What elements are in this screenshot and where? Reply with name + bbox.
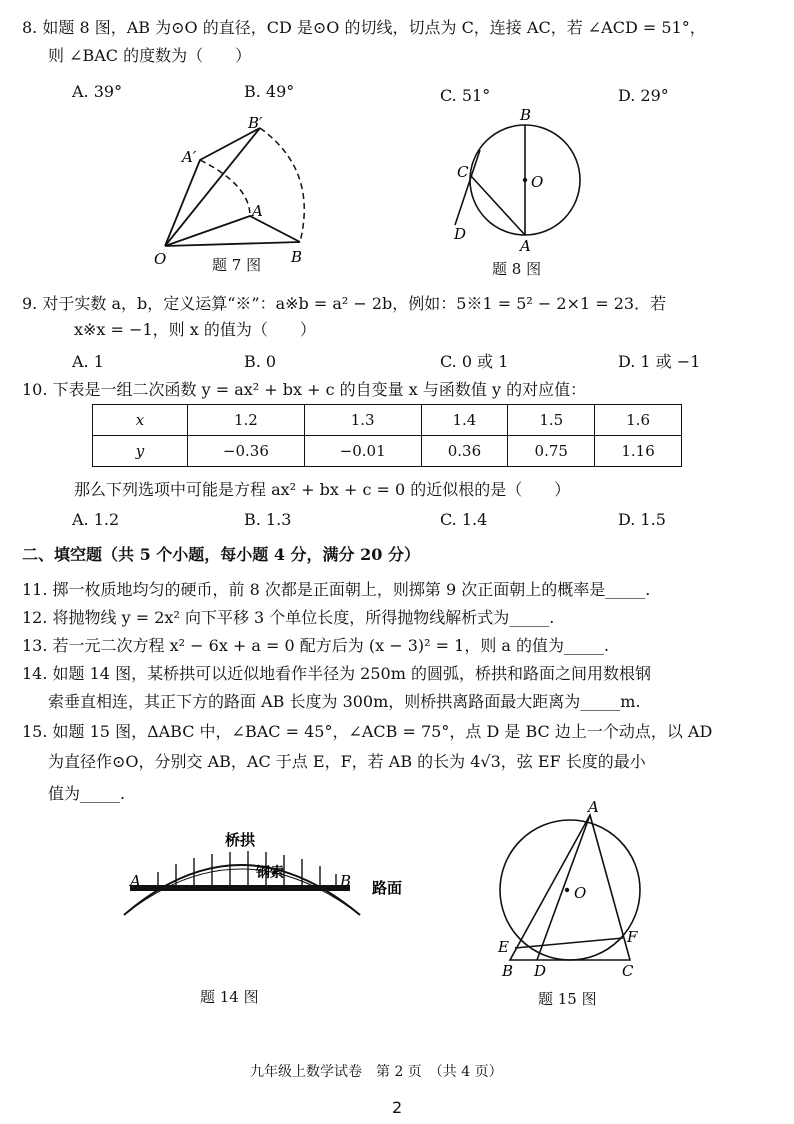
figure-15	[490, 798, 660, 983]
fig8-label-o: O	[531, 173, 544, 191]
fig7-label-b: B	[291, 248, 303, 266]
q14-stem-line1: 14. 如题 14 图，某桥拱可以近似地看作半径为 250m 的圆弧，桥拱和路面之间用数根钢	[22, 664, 651, 683]
q9-option-b: B. 0	[244, 352, 277, 371]
fig15-label-a: A	[588, 798, 599, 816]
q9-stem-line2: x※x = −1，则 x 的值为（ ）	[74, 320, 316, 339]
fig14-label-road: 路面	[372, 879, 403, 897]
table-cell: 1.3	[304, 405, 421, 436]
fig14-label-arch: 桥拱	[225, 831, 256, 849]
q15-stem-line1: 15. 如题 15 图，ΔABC 中，∠BAC = 45°，∠ACB = 75°，点 D 是 BC 边上一个动点，以 AD	[22, 722, 713, 741]
table-header-x: x	[93, 405, 188, 436]
fig8-label-c: C	[457, 163, 469, 181]
fig14-caption: 题 14 图	[200, 988, 259, 1006]
table-cell: 1.6	[595, 405, 682, 436]
q10-option-d: D. 1.5	[618, 510, 666, 529]
fig8-label-b: B	[520, 106, 532, 124]
q15-stem-line3: 值为_____.	[48, 784, 126, 803]
q8-option-d: D. 29°	[618, 86, 669, 105]
fig8-label-d: D	[454, 225, 467, 243]
q8-option-b: B. 49°	[244, 82, 295, 101]
page-footer: 九年级上数学试卷 第 2 页 （共 4 页）	[250, 1064, 503, 1080]
q14-stem-line2: 索垂直相连，其正下方的路面 AB 长度为 300m，则桥拱离路面最大距离为_____m.	[48, 692, 641, 711]
q9-stem-line1: 9. 对于实数 a，b，定义运算“※”：a※b = a² − 2b，例如：5※1 = 5² − 2×1 = 23．若	[22, 294, 667, 313]
table-cell: −0.36	[188, 436, 305, 467]
table-cell: 1.4	[421, 405, 508, 436]
q10-option-b: B. 1.3	[244, 510, 292, 529]
table-cell: −0.01	[304, 436, 421, 467]
q10-stem-line1: 10. 下表是一组二次函数 y = ax² + bx + c 的自变量 x 与函数值 y 的对应值：	[22, 380, 587, 399]
q9-option-d: D. 1 或 −1	[618, 352, 701, 371]
q15-stem-line2: 为直径作⊙O，分别交 AB，AC 于点 E，F，若 AB 的长为 4√3，弦 EF 长度的最小	[48, 752, 646, 771]
table-row	[93, 405, 682, 436]
q10-option-a: A. 1.2	[72, 510, 120, 529]
table-cell: 1.5	[508, 405, 595, 436]
q10-stem-line2: 那么下列选项中可能是方程 ax² + bx + c = 0 的近似根的是（ ）	[74, 480, 571, 499]
fig14-label-b: B	[340, 872, 352, 890]
figure-7	[140, 110, 330, 275]
fig8-caption: 题 8 图	[492, 260, 542, 278]
fig14-label-cable: 钢索	[256, 865, 284, 881]
q8-stem-line2: 则 ∠BAC 的度数为（ ）	[48, 46, 252, 65]
q9-option-a: A. 1	[72, 352, 104, 371]
q11-stem: 11. 掷一枚质地均匀的硬币，前 8 次都是正面朝上，则掷第 9 次正面朝上的概率是_____.	[22, 580, 651, 599]
fig15-label-e: E	[498, 938, 509, 956]
fig15-caption: 题 15 图	[538, 990, 597, 1008]
fig15-label-d: D	[534, 962, 547, 980]
q8-stem-line1: 8. 如题 8 图，AB 为⊙O 的直径，CD 是⊙O 的切线，切点为 C，连接 AC，若 ∠ACD = 51°，	[22, 18, 706, 37]
fig8-label-a: A	[520, 237, 531, 255]
q10-option-c: C. 1.4	[440, 510, 488, 529]
fig15-label-c: C	[622, 962, 634, 980]
figure-8	[440, 105, 590, 255]
table-cell: 1.16	[595, 436, 682, 467]
q10-value-table	[92, 404, 682, 467]
table-header-y: y	[93, 436, 188, 467]
table-cell: 1.2	[188, 405, 305, 436]
fig7-caption: 题 7 图	[212, 256, 262, 274]
fig7-label-a: A	[252, 202, 263, 220]
q13-stem: 13. 若一元二次方程 x² − 6x + a = 0 配方后为 (x − 3)² = 1，则 a 的值为_____.	[22, 636, 610, 655]
fig15-label-o: O	[574, 884, 587, 902]
table-cell: 0.36	[421, 436, 508, 467]
table-row	[93, 436, 682, 467]
table-cell: 0.75	[508, 436, 595, 467]
fig7-label-a-prime: A′	[182, 148, 197, 166]
q12-stem: 12. 将抛物线 y = 2x² 向下平移 3 个单位长度，所得抛物线解析式为_____.	[22, 608, 555, 627]
section-title: 二、填空题（共 5 个小题，每小题 4 分，满分 20 分）	[22, 545, 420, 564]
fig14-label-a: A	[130, 872, 141, 890]
figure-14	[110, 825, 420, 925]
page-number: 2	[392, 1098, 403, 1117]
fig15-label-b: B	[502, 962, 514, 980]
fig7-label-o: O	[154, 250, 167, 268]
fig15-label-f: F	[627, 928, 638, 946]
q8-option-c: C. 51°	[440, 86, 491, 105]
fig7-label-b-prime: B′	[248, 114, 263, 132]
q8-option-a: A. 39°	[72, 82, 123, 101]
q9-option-c: C. 0 或 1	[440, 352, 509, 371]
